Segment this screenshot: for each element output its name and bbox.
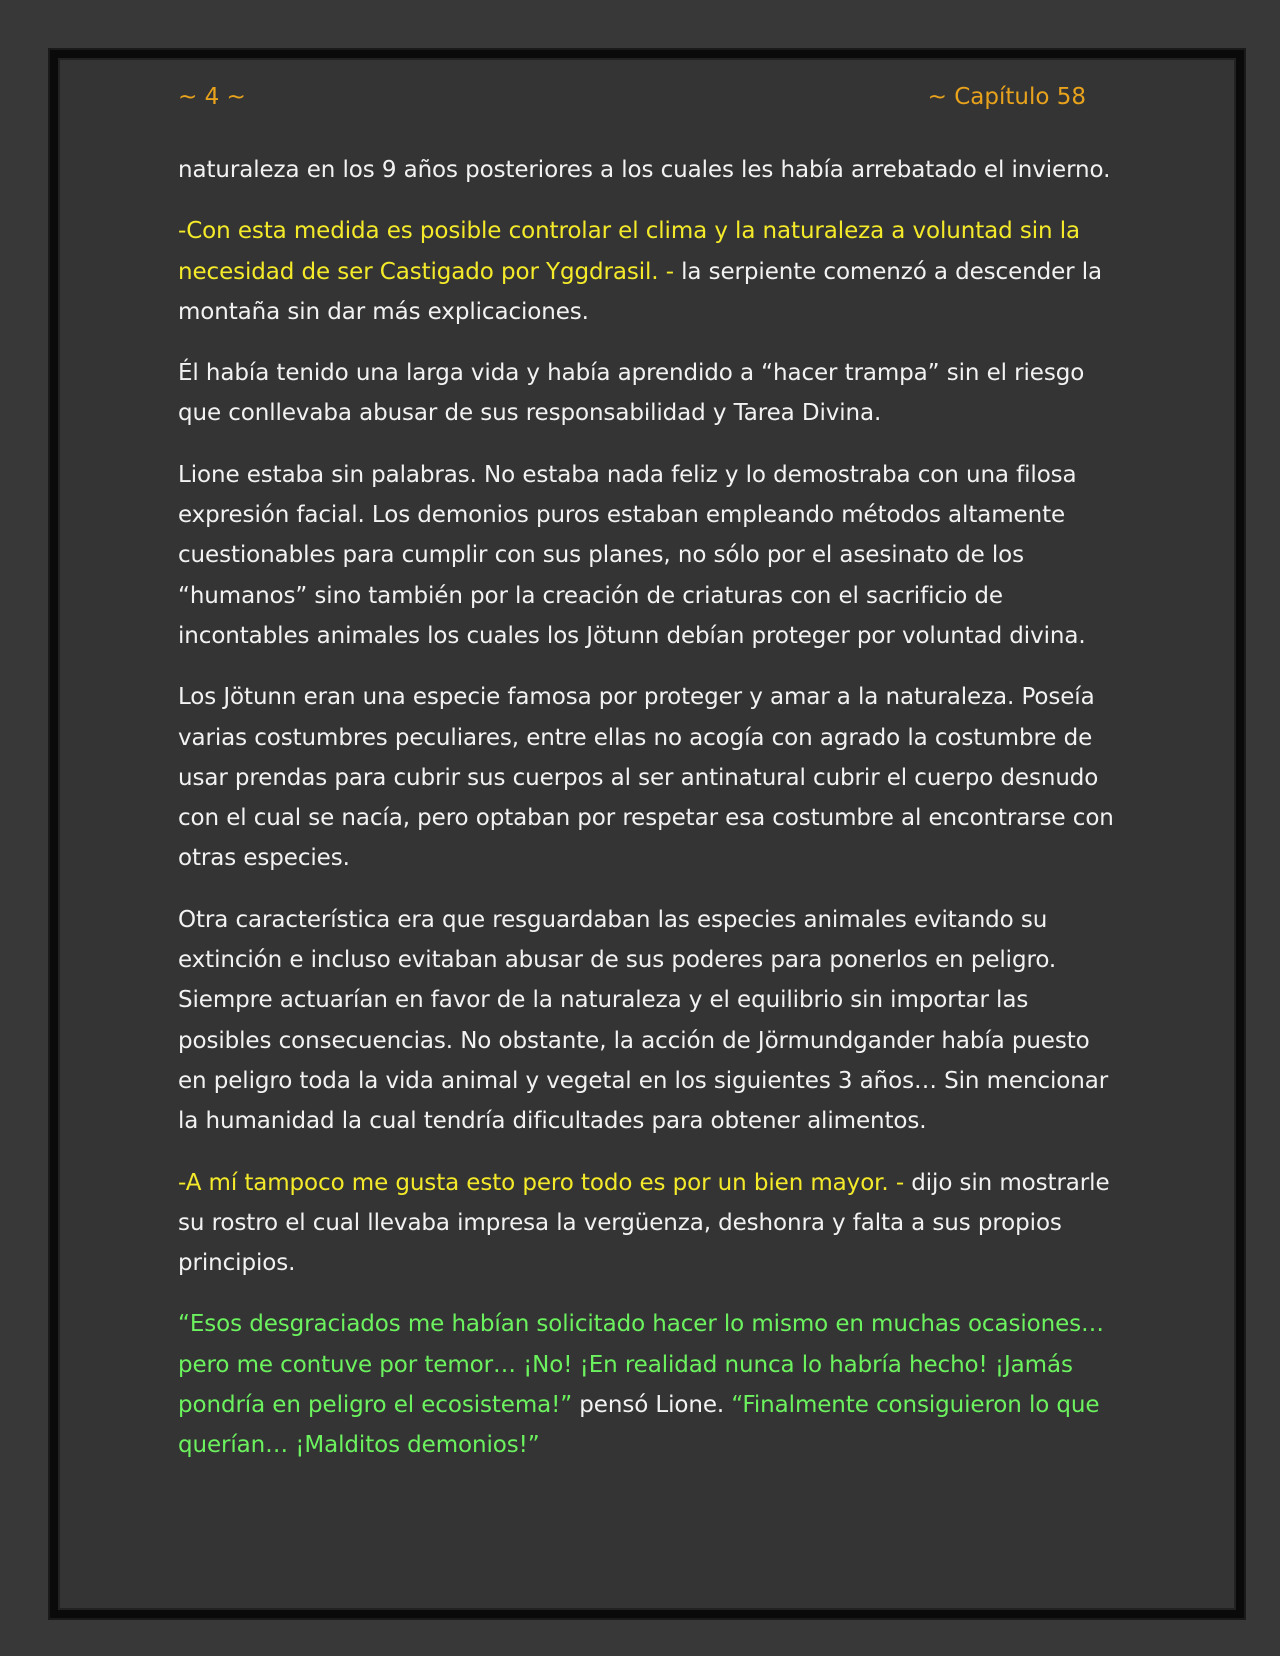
paragraph-2: [178, 211, 1118, 332]
thought-lione: “Finalmente consiguieron lo que querían… ¡Malditos demonios!”: [178, 1392, 1100, 1459]
narration: la serpiente comenzó a descender la montaña sin dar más explicaciones.: [178, 258, 1103, 325]
page-header: [178, 84, 1086, 120]
dialogue-serpent: -A mí tampoco me gusta esto pero todo es por un bien mayor. -: [178, 1169, 905, 1196]
chapter-title: ~ Capítulo 58: [927, 84, 1086, 110]
paragraph-5: Los Jötunn eran una especie famosa por proteger y amar a la naturaleza. Poseía varias costumbres peculiares, entre ellas no acogía con agrado la costumbre de usar prendas para cubrir sus cuerpos al ser antinatural cubrir el cuerpo desnudo con el cual se nacía, pero optaban por respetar esa costumbre al encontrarse con otras especies.: [178, 684, 1114, 872]
narration: dijo sin mostrarle su rostro el cual llevaba impresa la vergüenza, deshonra y falta a sus propios principios.: [178, 1169, 1110, 1277]
paragraph-6: Otra característica era que resguardaban las especies animales evitando su extinción e incluso evitaban abusar de sus poderes para ponerlos en peligro. Siempre actuarían en favor de la naturaleza y el equilibrio sin importar las posibles consecuencias. No obstante, la acción de Jörmundgander había puesto en peligro toda la vida animal y vegetal en los siguientes 3 años… Sin mencionar la humanidad la cual tendría dificultades para obtener alimentos.: [178, 906, 1109, 1135]
paragraph-4: Lione estaba sin palabras. No estaba nada feliz y lo demostraba con una filosa expresión facial. Los demonios puros estaban empleando métodos altamente cuestionables para cumplir con sus planes, no sólo por el asesinato de los “humanos” sino también por la creación de criaturas con el sacrificio de incontables animales los cuales los Jötunn debían proteger por voluntad divina.: [178, 461, 1086, 649]
paragraph-8: [178, 1304, 1118, 1465]
book-page: [50, 50, 1244, 1618]
paragraph-3: Él había tenido una larga vida y había aprendido a “hacer trampa” sin el riesgo que conllevaba abusar de sus responsabilidad y Tarea Divina.: [178, 360, 1085, 427]
dialogue-serpent: -Con esta medida es posible controlar el clima y la naturaleza a voluntad sin la necesidad de ser Castigado por Yggdrasil. -: [178, 218, 1080, 285]
paragraph-7: [178, 1163, 1118, 1284]
thought-lione: “Esos desgraciados me habían solicitado hacer lo mismo en muchas ocasiones… pero me contuve por temor… ¡No! ¡En realidad nunca lo habría hecho! ¡Jamás pondría en peligro el ecosistema!”: [178, 1311, 1104, 1419]
page-body: [178, 150, 1118, 1487]
narration: pensó Lione.: [572, 1392, 732, 1419]
paragraph-1: naturaleza en los 9 años posteriores a los cuales les había arrebatado el invierno.: [178, 157, 1111, 183]
page-number: ~ 4 ~: [178, 84, 246, 110]
